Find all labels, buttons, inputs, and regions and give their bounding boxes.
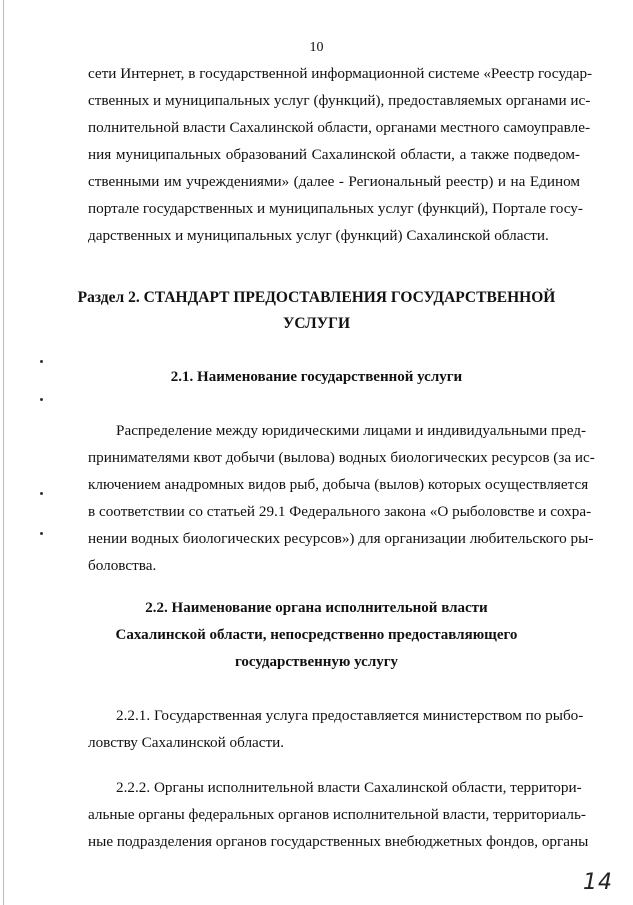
scan-dot: [40, 360, 43, 363]
paragraph-line: ные подразделения органов государственных внебюджетных фондов, органы: [88, 833, 589, 850]
paragraph-line: в соответствии со статьей 29.1 Федерального закона «О рыболовстве и сохра-: [88, 503, 592, 520]
paragraph-line: боловства.: [88, 557, 157, 574]
scan-dot: [40, 398, 43, 401]
paragraph-line: ключением анадромных видов рыб, добыча (вылов) которых осуществляется: [88, 476, 589, 493]
scan-dot: [40, 532, 43, 535]
section-title: Раздел 2. СТАНДАРТ ПРЕДОСТАВЛЕНИЯ ГОСУДАРСТВЕННОЙ: [77, 289, 556, 306]
paragraph-line: принимателями квот добычи (вылова) водных биологических ресурсов (за ис-: [88, 449, 595, 466]
intro-line: ния муниципальных образований Сахалинской области, а также подведом-: [88, 146, 580, 163]
handwritten-page-number: 14: [583, 870, 613, 895]
paragraph-line: 2.2.2. Органы исполнительной власти Сахалинской области, территори-: [116, 779, 582, 796]
scan-dot: [40, 492, 43, 495]
intro-line: дарственных и муниципальных услуг (функций) Сахалинской области.: [88, 227, 549, 244]
paragraph-line: Распределение между юридическими лицами и индивидуальными пред-: [116, 422, 587, 439]
scan-edge: [3, 0, 4, 905]
intro-line: полнительной власти Сахалинской области, органами местного самоуправле-: [88, 119, 591, 136]
section-title: УСЛУГИ: [282, 315, 351, 332]
subsection-title-2-2: Сахалинской области, непосредственно предоставляющего: [115, 627, 518, 643]
intro-line: портале государственных и муниципальных услуг (функций), Портале госу-: [88, 200, 583, 217]
intro-line: ственными им учреждениями» (далее - Региональный реестр) и на Едином: [88, 173, 580, 190]
subsection-title-2-2: 2.2. Наименование органа исполнительной власти: [145, 600, 488, 616]
subsection-title-2-2: государственную услугу: [234, 654, 399, 670]
paragraph-line: альные органы федеральных органов исполнительной власти, территориаль-: [88, 806, 586, 823]
paragraph-line: нении водных биологических ресурсов») для организации любительского ры-: [88, 530, 594, 547]
subsection-title-2-1: 2.1. Наименование государственной услуги: [170, 369, 463, 385]
paragraph-line: ловству Сахалинской области.: [88, 734, 285, 751]
page-number: 10: [309, 40, 324, 55]
paragraph-line: 2.2.1. Государственная услуга предоставляется министерством по рыбо-: [116, 707, 584, 724]
intro-line: ственных и муниципальных услуг (функций), предоставляемых органами ис-: [88, 92, 591, 109]
intro-line: сети Интернет, в государственной информационной системе «Реестр государ-: [88, 65, 593, 82]
